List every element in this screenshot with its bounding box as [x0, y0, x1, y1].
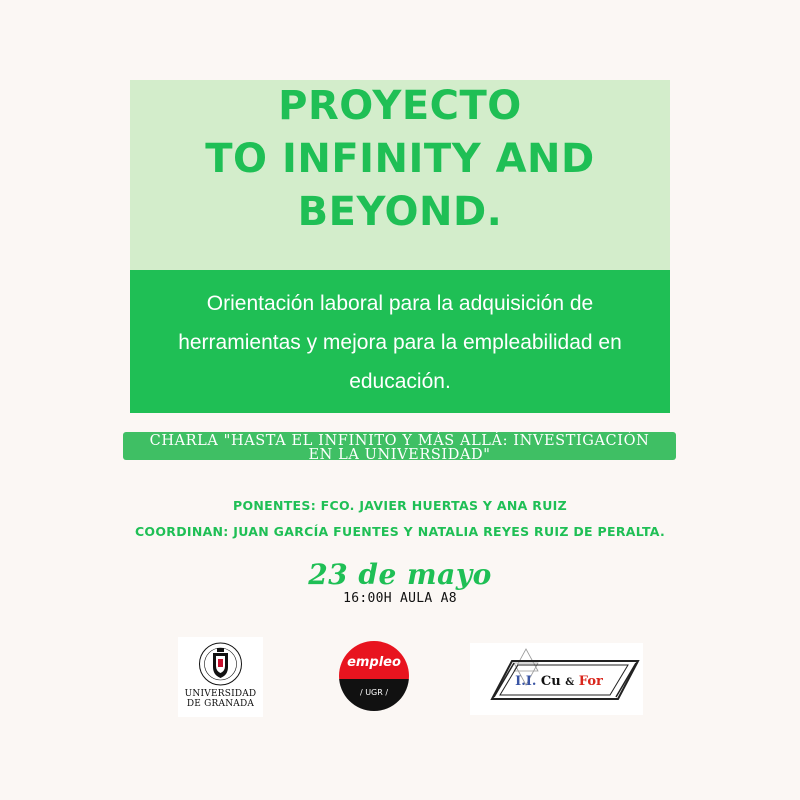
- cufor-amp: &: [565, 677, 575, 688]
- description-text: [140, 284, 660, 401]
- cufor-logo: [470, 643, 643, 715]
- title-line-2: TO INFINITY AND: [205, 136, 595, 182]
- event-time-place: 16:00H AULA A8: [343, 591, 457, 606]
- event-date: 23 de mayo: [308, 558, 492, 591]
- cufor-cu: Cu: [540, 674, 561, 689]
- charla-banner: [123, 432, 676, 463]
- page-title: [130, 80, 670, 239]
- ugr-name: [178, 689, 263, 709]
- ugr-name-line-1: UNIVERSIDAD: [184, 689, 257, 699]
- empleo-ugr-logo: [339, 641, 409, 711]
- charla-line-1: CHARLA "HASTA EL INFINITO Y MÁS ALLÁ: INVESTIGACIÓN: [149, 433, 650, 449]
- charla-line-2: EN LA UNIVERSIDAD": [308, 447, 491, 463]
- ugr-logo: [178, 637, 263, 717]
- cufor-ii: I.I.: [515, 674, 537, 689]
- description-line-2: herramientas y mejora para la empleabilidad en: [178, 331, 622, 354]
- description-line-3: educación.: [349, 370, 451, 393]
- title-line-1: PROYECTO: [278, 83, 522, 129]
- coordinan-text: COORDINAN: JUAN GARCÍA FUENTES Y NATALIA REYES RUIZ DE PERALTA.: [134, 524, 666, 539]
- ponentes-text: PONENTES: FCO. JAVIER HUERTAS Y ANA RUIZ: [232, 498, 567, 513]
- cufor-label: [510, 673, 608, 691]
- cufor-for: For: [578, 674, 603, 689]
- ugr-name-line-2: DE GRANADA: [186, 699, 255, 709]
- university-crest-icon: [178, 637, 263, 689]
- empleo-word: empleo: [347, 655, 401, 670]
- empleo-tag: / UGR /: [359, 688, 389, 697]
- title-line-3: BEYOND.: [297, 189, 503, 235]
- description-line-1: Orientación laboral para la adquisición de: [206, 292, 594, 315]
